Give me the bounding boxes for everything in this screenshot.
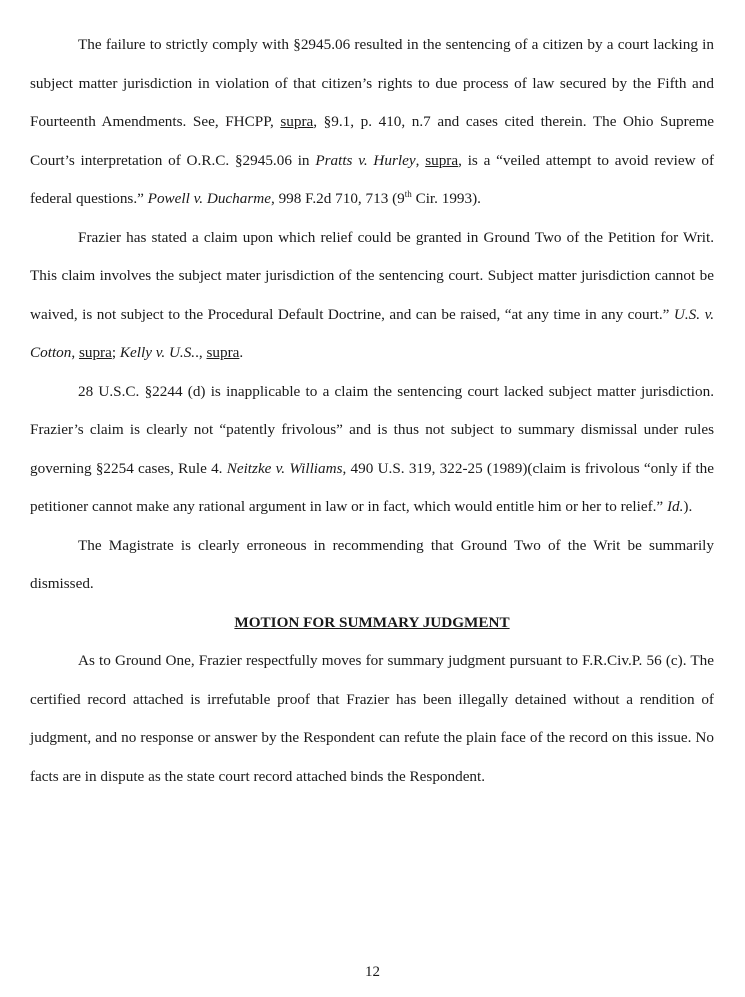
supra-reference: supra: [78, 344, 112, 361]
section-heading: MOTION FOR SUMMARY JUDGMENT: [234, 613, 510, 631]
ordinal-suffix: th: [404, 189, 412, 199]
paragraph-due-process: [30, 26, 714, 219]
text-run: .: [239, 344, 244, 361]
text-run: , §9.1, p. 410, n.7 and cases cited therein. The Ohio Supreme Court’s interpretation of O.R.C. §2945.06 in: [30, 113, 714, 169]
paragraph-statute-inapplicable: [30, 373, 714, 527]
text-run: ;: [111, 344, 120, 361]
text-run: 28 U.S.C. §2244 (d) is inapplicable to a claim the sentencing court lacked subject matter jurisdiction. Frazier’s claim is clearly not “patently frivolous” and is thus not subject to summary dismissal under rules governing §2254 cases, Rule 4.: [30, 382, 714, 477]
case-citation: Kelly v. U.S.: [119, 344, 196, 361]
case-citation: U.S. v. Cotton: [30, 305, 714, 361]
supra-reference: supra: [206, 344, 240, 361]
text-run: ).: [683, 498, 693, 515]
text-run: The Magistrate is clearly erroneous in recommending that Ground Two of the Writ be summarily dismissed.: [30, 536, 714, 592]
text-run: Cir. 1993).: [411, 190, 481, 207]
case-citation: Pratts v. Hurley: [315, 151, 416, 169]
case-citation: Id.: [666, 498, 684, 515]
case-citation: Powell v. Ducharme: [147, 190, 271, 207]
page-number: 12: [365, 964, 380, 980]
supra-reference: supra: [425, 151, 459, 169]
text-run: ,: [415, 151, 426, 169]
text-run: The failure to strictly comply with §2945.06 resulted in the sentencing of a citizen by a court lacking in subject matter jurisdiction in violation of that citizen’s rights to due process of law secured by the Fifth and Fourteenth Amendments. See, FHCPP,: [30, 36, 714, 130]
paragraph-magistrate-erroneous: [30, 527, 714, 604]
case-citation: Neitzke v. Williams: [226, 459, 343, 477]
text-run: .,: [195, 344, 207, 361]
paragraph-ground-two-claim: [30, 219, 714, 373]
text-run: , 490 U.S. 319, 322-25 (1989)(claim is frivolous “only if the petitioner cannot make any rational argument in law or in fact, which would entitle him or her to relief.”: [30, 459, 715, 515]
text-run: Frazier has stated a claim upon which relief could be granted in Ground Two of the Petition for Writ. This claim involves the subject mater jurisdiction of the sentencing court. Subject matter jurisdiction cannot be waived, is not subject to the Procedural Default Doctrine, and can be raised, “at any time in any court.”: [30, 228, 714, 323]
text-run: , is a “veiled attempt to avoid review of federal questions.”: [30, 151, 715, 207]
text-run: ,: [71, 344, 79, 361]
document-body: [30, 26, 714, 796]
paragraph-summary-judgment: As to Ground One, Frazier respectfully moves for summary judgment pursuant to F.R.Civ.P. 56 (c). The certified record attached is irrefutable proof that Frazier has been illegally detained without a rendition of judgment, and no response or answer by the Respondent can refute the plain face of the record on this issue. No facts are in dispute as the state court record attached binds the Respondent.: [30, 652, 714, 785]
text-run: , 998 F.2d 710, 713 (9: [270, 190, 405, 207]
supra-reference: supra: [280, 113, 314, 130]
